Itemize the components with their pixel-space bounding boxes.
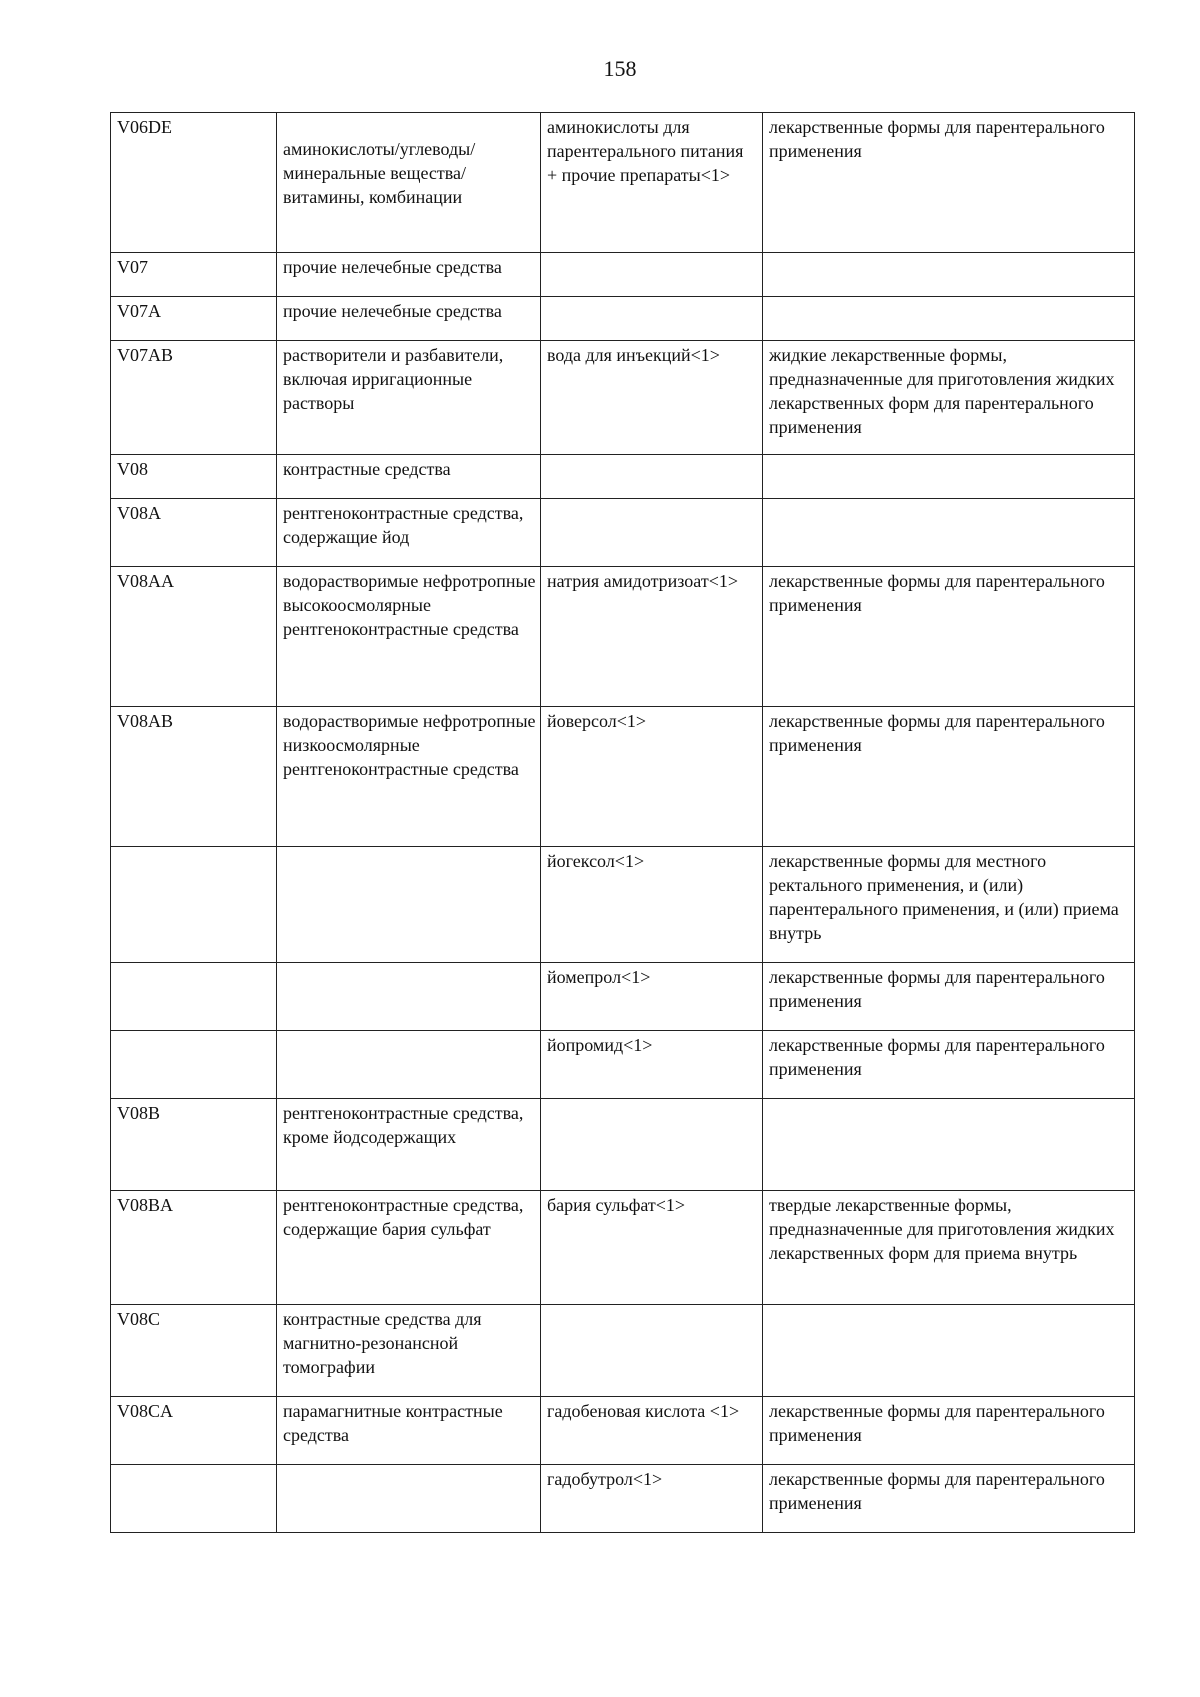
atc-code-cell: V08CA: [111, 1397, 277, 1465]
dosage-form-cell: лекарственные формы для парентерального применения: [763, 113, 1135, 253]
atc-code-cell: V08AA: [111, 567, 277, 707]
drug-name-cell: йоверсол<1>: [541, 707, 763, 847]
drug-name-cell: [541, 1305, 763, 1397]
drug-name-cell: йопромид<1>: [541, 1031, 763, 1099]
group-name-cell: прочие нелечебные средства: [277, 297, 541, 341]
dosage-form-cell: [763, 297, 1135, 341]
atc-code-cell: V07: [111, 253, 277, 297]
drug-name-cell: [541, 297, 763, 341]
drug-name-cell: [541, 253, 763, 297]
atc-code-cell: [111, 1031, 277, 1099]
dosage-form-cell: [763, 253, 1135, 297]
group-name-cell: водорастворимые нефротропные низкоосмолярные рентгеноконтрастные средства: [277, 707, 541, 847]
dosage-form-cell: лекарственные формы для парентерального применения: [763, 1397, 1135, 1465]
drug-name-cell: йомепрол<1>: [541, 963, 763, 1031]
table-row: [111, 1397, 1135, 1465]
group-name-cell: водорастворимые нефротропные высокоосмолярные рентгеноконтрастные средства: [277, 567, 541, 707]
drug-name-cell: гадобеновая кислота <1>: [541, 1397, 763, 1465]
drug-name-cell: [541, 455, 763, 499]
dosage-form-cell: лекарственные формы для парентерального применения: [763, 1465, 1135, 1533]
group-name-cell: [277, 1031, 541, 1099]
dosage-form-cell: лекарственные формы для парентерального применения: [763, 707, 1135, 847]
drug-name-cell: аминокислоты для парентерального питания + прочие препараты<1>: [541, 113, 763, 253]
drug-name-cell: вода для инъекций<1>: [541, 341, 763, 455]
group-name-cell: рентгеноконтрастные средства, содержащие бария сульфат: [277, 1191, 541, 1305]
group-name-cell: растворители и разбавители, включая ирригационные растворы: [277, 341, 541, 455]
table-row: [111, 847, 1135, 963]
table-row: [111, 567, 1135, 707]
table-row: [111, 707, 1135, 847]
drug-name-cell: бария сульфат<1>: [541, 1191, 763, 1305]
table-row: [111, 1465, 1135, 1533]
table-row: [111, 253, 1135, 297]
drug-name-cell: натрия амидотризоат<1>: [541, 567, 763, 707]
atc-code-cell: V08AB: [111, 707, 277, 847]
dosage-form-cell: жидкие лекарственные формы, предназначенные для приготовления жидких лекарственных форм для парентерального применения: [763, 341, 1135, 455]
table-row: [111, 341, 1135, 455]
dosage-form-cell: лекарственные формы для парентерального применения: [763, 963, 1135, 1031]
dosage-form-cell: [763, 455, 1135, 499]
drug-name-cell: [541, 499, 763, 567]
dosage-form-cell: лекарственные формы для парентерального применения: [763, 1031, 1135, 1099]
atc-code-cell: V07AB: [111, 341, 277, 455]
atc-code-cell: [111, 963, 277, 1031]
group-name-cell: [277, 1465, 541, 1533]
drug-name-cell: йогексол<1>: [541, 847, 763, 963]
table-row: [111, 1305, 1135, 1397]
drug-name-cell: гадобутрол<1>: [541, 1465, 763, 1533]
table-row: [111, 297, 1135, 341]
atc-code-cell: V06DE: [111, 113, 277, 253]
group-name-cell: [277, 963, 541, 1031]
drug-classification-table: [110, 112, 1135, 1533]
atc-code-cell: V08C: [111, 1305, 277, 1397]
atc-code-cell: V08A: [111, 499, 277, 567]
atc-code-cell: V08: [111, 455, 277, 499]
table-row: [111, 113, 1135, 253]
dosage-form-cell: [763, 1099, 1135, 1191]
atc-code-cell: V08B: [111, 1099, 277, 1191]
group-name-cell: [277, 847, 541, 963]
table-row: [111, 499, 1135, 567]
table-row: [111, 1031, 1135, 1099]
dosage-form-cell: лекарственные формы для парентерального применения: [763, 567, 1135, 707]
atc-code-cell: V07A: [111, 297, 277, 341]
table-row: [111, 455, 1135, 499]
group-name-cell: рентгеноконтрастные средства, содержащие йод: [277, 499, 541, 567]
dosage-form-cell: лекарственные формы для местного ректального применения, и (или) парентерального применения, и (или) приема внутрь: [763, 847, 1135, 963]
dosage-form-cell: твердые лекарственные формы, предназначенные для приготовления жидких лекарственных форм для приема внутрь: [763, 1191, 1135, 1305]
atc-code-cell: V08BA: [111, 1191, 277, 1305]
group-name-cell: рентгеноконтрастные средства, кроме йодсодержащих: [277, 1099, 541, 1191]
table-row: [111, 1191, 1135, 1305]
group-name-cell: контрастные средства: [277, 455, 541, 499]
page-number: 158: [603, 56, 637, 81]
drug-name-cell: [541, 1099, 763, 1191]
atc-code-cell: [111, 847, 277, 963]
atc-code-cell: [111, 1465, 277, 1533]
table-row: [111, 1099, 1135, 1191]
group-name-cell: контрастные средства для магнитно-резонансной томографии: [277, 1305, 541, 1397]
dosage-form-cell: [763, 1305, 1135, 1397]
dosage-form-cell: [763, 499, 1135, 567]
table-row: [111, 963, 1135, 1031]
group-name-cell: аминокислоты/углеводы/минеральные вещества/витамины, комбинации: [277, 113, 541, 253]
group-name-cell: парамагнитные контрастные средства: [277, 1397, 541, 1465]
group-name-cell: прочие нелечебные средства: [277, 253, 541, 297]
